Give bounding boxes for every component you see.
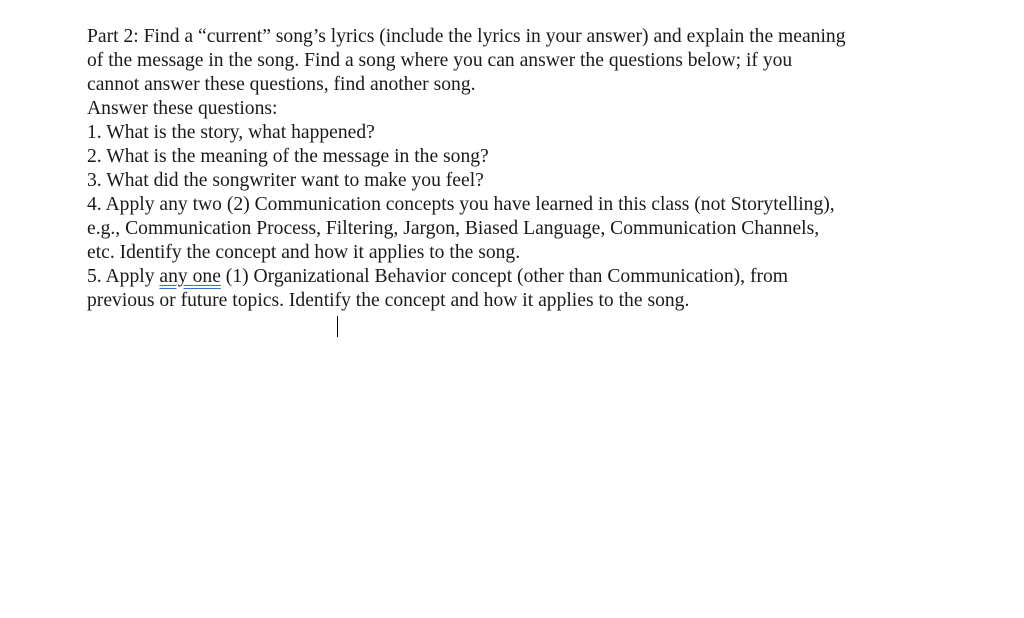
text-line-part2-heading: Part 2: Find a “current” song’s lyrics (include the lyrics in your answer) and explain the meaning — [87, 26, 846, 47]
question-4-line-2: e.g., Communication Process, Filtering, Jargon, Biased Language, Communication Channels, — [87, 218, 820, 239]
question-2: 2. What is the meaning of the message in the song? — [87, 146, 489, 167]
document-body[interactable] — [87, 25, 1007, 313]
question-5-line-2: previous or future topics. Identify the concept and how it applies to the song. — [87, 290, 690, 311]
question-5-line-1 — [87, 265, 1007, 289]
text-line-3: cannot answer these questions, find another song. — [87, 74, 476, 95]
answer-questions-heading: Answer these questions: — [87, 98, 278, 119]
question-5-prefix: 5. Apply — [87, 266, 160, 287]
text-cursor — [337, 316, 338, 337]
grammar-flagged-text[interactable]: any one — [159, 266, 221, 287]
question-3: 3. What did the songwriter want to make you feel? — [87, 170, 484, 191]
question-4-line-3: etc. Identify the concept and how it applies to the song. — [87, 242, 521, 263]
text-line-2: of the message in the song. Find a song where you can answer the questions below; if you — [87, 50, 793, 71]
question-1: 1. What is the story, what happened? — [87, 122, 375, 143]
question-5-suffix: (1) Organizational Behavior concept (other than Communication), from — [220, 266, 789, 287]
question-4-line-1: 4. Apply any two (2) Communication concepts you have learned in this class (not Storytelling), — [87, 194, 835, 215]
